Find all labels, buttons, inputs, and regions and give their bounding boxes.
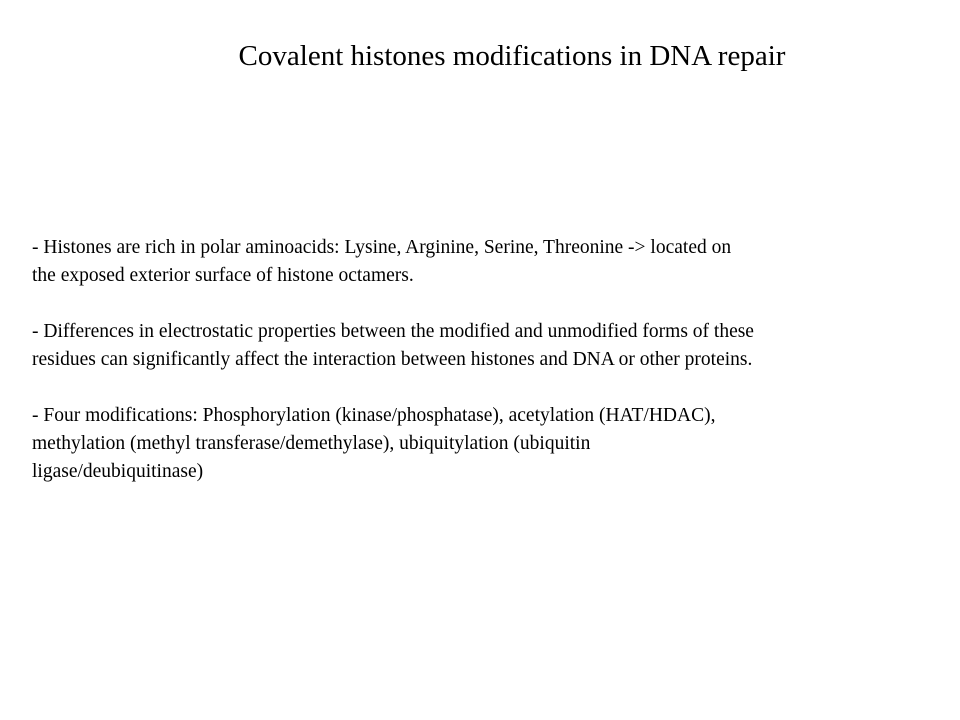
slide-body xyxy=(32,234,932,514)
bullet-four-modifications xyxy=(32,402,932,486)
text-line: - Differences in electrostatic properties between the modified and unmodified forms of these xyxy=(32,321,754,342)
bullet-electrostatic-properties xyxy=(32,318,932,374)
bullet-histone-composition xyxy=(32,234,932,290)
slide-title: Covalent histones modifications in DNA repair xyxy=(238,40,786,72)
text-line: methylation (methyl transferase/demethylase), ubiquitylation (ubiquitin xyxy=(32,433,591,454)
text-line: residues can significantly affect the interaction between histones and DNA or other proteins. xyxy=(32,349,753,370)
text-line: - Four modifications: Phosphorylation (kinase/phosphatase), acetylation (HAT/HDAC), xyxy=(32,405,716,426)
text-line: the exposed exterior surface of histone octamers. xyxy=(32,265,414,286)
text-line: - Histones are rich in polar aminoacids: Lysine, Arginine, Serine, Threonine -> located on xyxy=(32,237,732,258)
text-line: ligase/deubiquitinase) xyxy=(32,461,204,482)
